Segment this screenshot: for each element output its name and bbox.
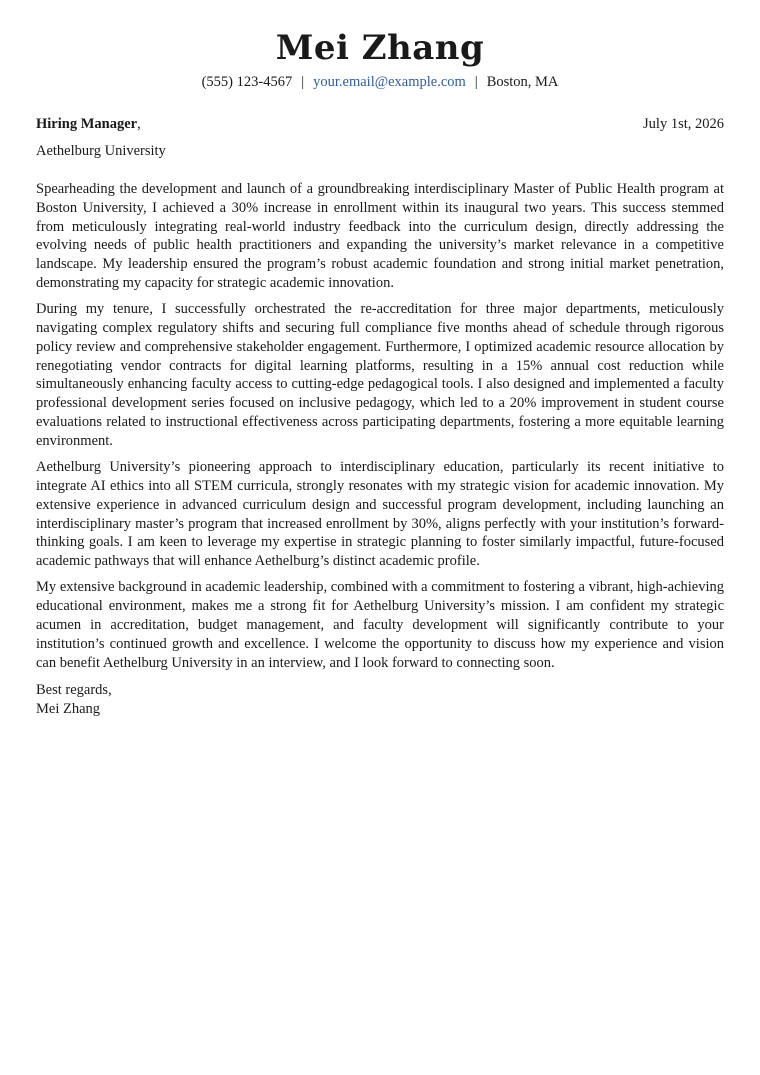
- letter-date: July 1st, 2026: [643, 116, 724, 132]
- applicant-name: Mei Zhang: [275, 28, 485, 68]
- contact-separator: |: [474, 74, 478, 90]
- body-paragraph: Spearheading the development and launch of a groundbreaking interdisciplinary Master of Public Health program at Boston University, I achieved a 30% increase in enrollment within its inaugural two years. This success stemmed from meticulously integrating real-world industry feedback into the curriculum design, directly addressing the evolving needs of public health practitioners and expanding the university’s market relevance in a competitive landscape. My leadership ensured the program’s robust academic foundation and strong initial market penetration, demonstrating my capacity for strategic academic innovation.: [36, 181, 724, 291]
- recipient-name: Hiring Manager: [36, 116, 138, 132]
- letter-body: [36, 180, 724, 680]
- recipient-name-suffix: ,: [137, 116, 141, 132]
- contact-line: [36, 73, 724, 91]
- recipient-row: [36, 115, 724, 133]
- email-link[interactable]: your.email@example.com: [313, 74, 466, 90]
- closing-signature: Mei Zhang: [36, 700, 101, 717]
- letter-closing: [36, 681, 112, 719]
- contact-separator: |: [301, 74, 305, 90]
- recipient-organization: Aethelburg University: [36, 143, 166, 159]
- body-paragraph: Aethelburg University’s pioneering approach to interdisciplinary education, particularly its recent initiative to integrate AI ethics into all STEM curricula, strongly resonates with my strategic vision for academic innovation. My extensive experience in advanced curriculum design and successful program development, including launching an interdisciplinary master’s program that increased enrollment by 30%, aligns perfectly with your institution’s forward-thinking goals. I am keen to leverage my expertise in strategic planning to foster similarly impactful, future-focused academic pathways that will enhance Aethelburg’s distinct academic profile.: [36, 459, 724, 570]
- phone-number: (555) 123-4567: [201, 74, 293, 90]
- closing-salutation: Best regards,: [36, 682, 112, 698]
- body-paragraph: My extensive background in academic leadership, combined with a commitment to fostering a vibrant, high-achieving educational environment, makes me a strong fit for Aethelburg University’s mission. I am confident my strategic acumen in accreditation, budget management, and faculty development will significantly contribute to your institution’s continued growth and excellence. I welcome the opportunity to discuss how my experience and vision can benefit Aethelburg University in an interview, and I look forward to connecting soon.: [36, 579, 724, 671]
- body-paragraph: During my tenure, I successfully orchestrated the re-accreditation for three major departments, meticulously navigating complex regulatory shifts and securing full compliance five months ahead of schedule through rigorous policy review and comprehensive stakeholder engagement. Furthermore, I optimized academic resource allocation by renegotiating vendor contracts for digital learning platforms, resulting in a 15% annual cost reduction while simultaneously enhancing faculty access to cutting-edge pedagogical tools. I also designed and implemented a faculty professional development series focused on inclusive pedagogy, which led to a 20% improvement in student course evaluations related to instructional effectiveness across participating departments, fostering a more equitable learning environment.: [36, 301, 724, 449]
- location: Boston, MA: [486, 74, 559, 90]
